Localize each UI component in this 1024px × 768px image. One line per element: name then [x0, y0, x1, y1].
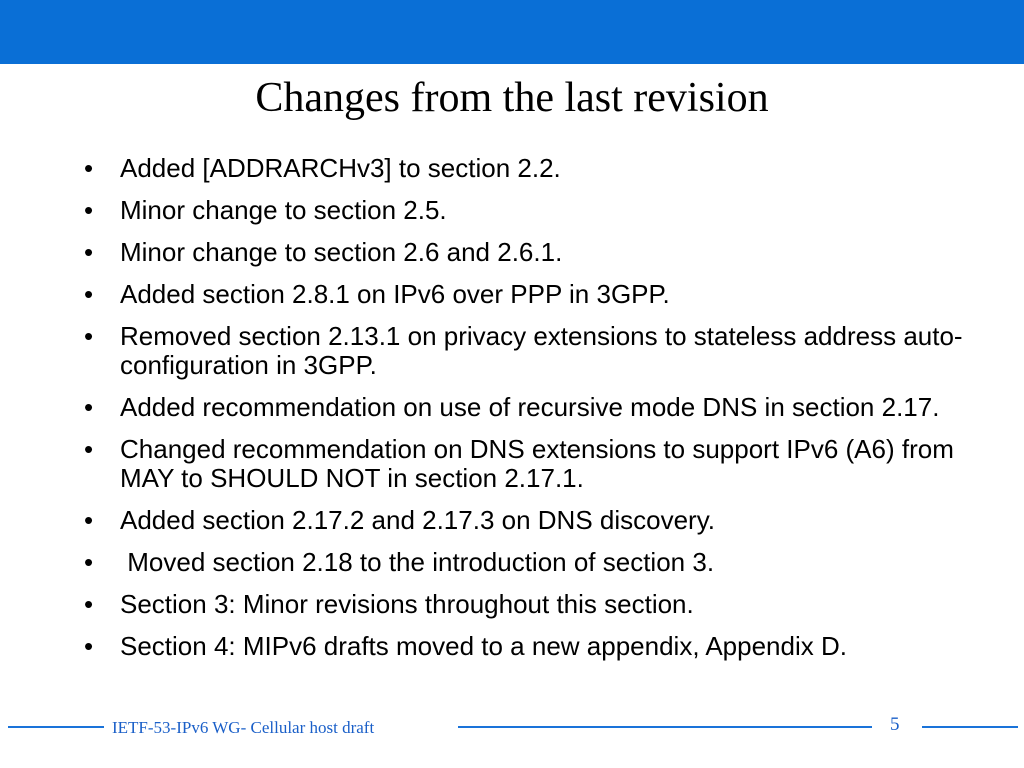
list-item	[84, 632, 964, 661]
bullet-text: Added section 2.8.1 on IPv6 over PPP in 3GPP.	[120, 279, 670, 309]
bullet-dot: •	[84, 392, 94, 422]
bullet-list	[84, 154, 964, 674]
list-item	[84, 196, 964, 225]
list-item	[84, 393, 964, 422]
footer-line-right	[922, 726, 1018, 728]
page-number: 5	[890, 714, 900, 735]
bullet-text: Section 4: MIPv6 drafts moved to a new appendix, Appendix D.	[120, 631, 847, 661]
footer-text: IETF-53-IPv6 WG- Cellular host draft	[112, 718, 375, 737]
list-item	[84, 506, 964, 535]
bullet-text: Removed section 2.13.1 on privacy extensions to stateless address auto-configuration in 3GPP.	[120, 321, 963, 380]
bullet-text: Section 3: Minor revisions throughout this section.	[120, 589, 694, 619]
bullet-text: Added section 2.17.2 and 2.17.3 on DNS discovery.	[120, 505, 716, 535]
bullet-text: Minor change to section 2.5.	[120, 195, 447, 225]
bullet-text: Changed recommendation on DNS extensions to support IPv6 (A6) from MAY to SHOULD NOT in section 2.17.1.	[120, 434, 954, 493]
list-item	[84, 322, 964, 380]
footer-line-left	[8, 726, 104, 728]
list-item	[84, 154, 964, 183]
bullet-dot: •	[84, 631, 94, 661]
bullet-dot: •	[84, 153, 94, 183]
bullet-text: Minor change to section 2.6 and 2.6.1.	[120, 237, 563, 267]
bullet-text: Moved section 2.18 to the introduction of section 3.	[120, 547, 715, 577]
bullet-dot: •	[84, 195, 94, 225]
footer-line-middle	[458, 726, 872, 728]
slide-title: Changes from the last revision	[255, 75, 769, 121]
top-color-band	[0, 0, 1024, 64]
bullet-dot: •	[84, 237, 94, 267]
bullet-text: Added [ADDRARCHv3] to section 2.2.	[120, 153, 561, 183]
bullet-dot: •	[84, 321, 94, 351]
bullet-dot: •	[84, 434, 94, 464]
list-item	[84, 435, 964, 493]
list-item	[84, 280, 964, 309]
list-item	[84, 238, 964, 267]
list-item	[84, 590, 964, 619]
bullet-dot: •	[84, 279, 94, 309]
bullet-dot: •	[84, 589, 94, 619]
list-item	[84, 548, 964, 577]
bullet-dot: •	[84, 547, 94, 577]
bullet-dot: •	[84, 505, 94, 535]
bullet-text: Added recommendation on use of recursive mode DNS in section 2.17.	[120, 392, 940, 422]
